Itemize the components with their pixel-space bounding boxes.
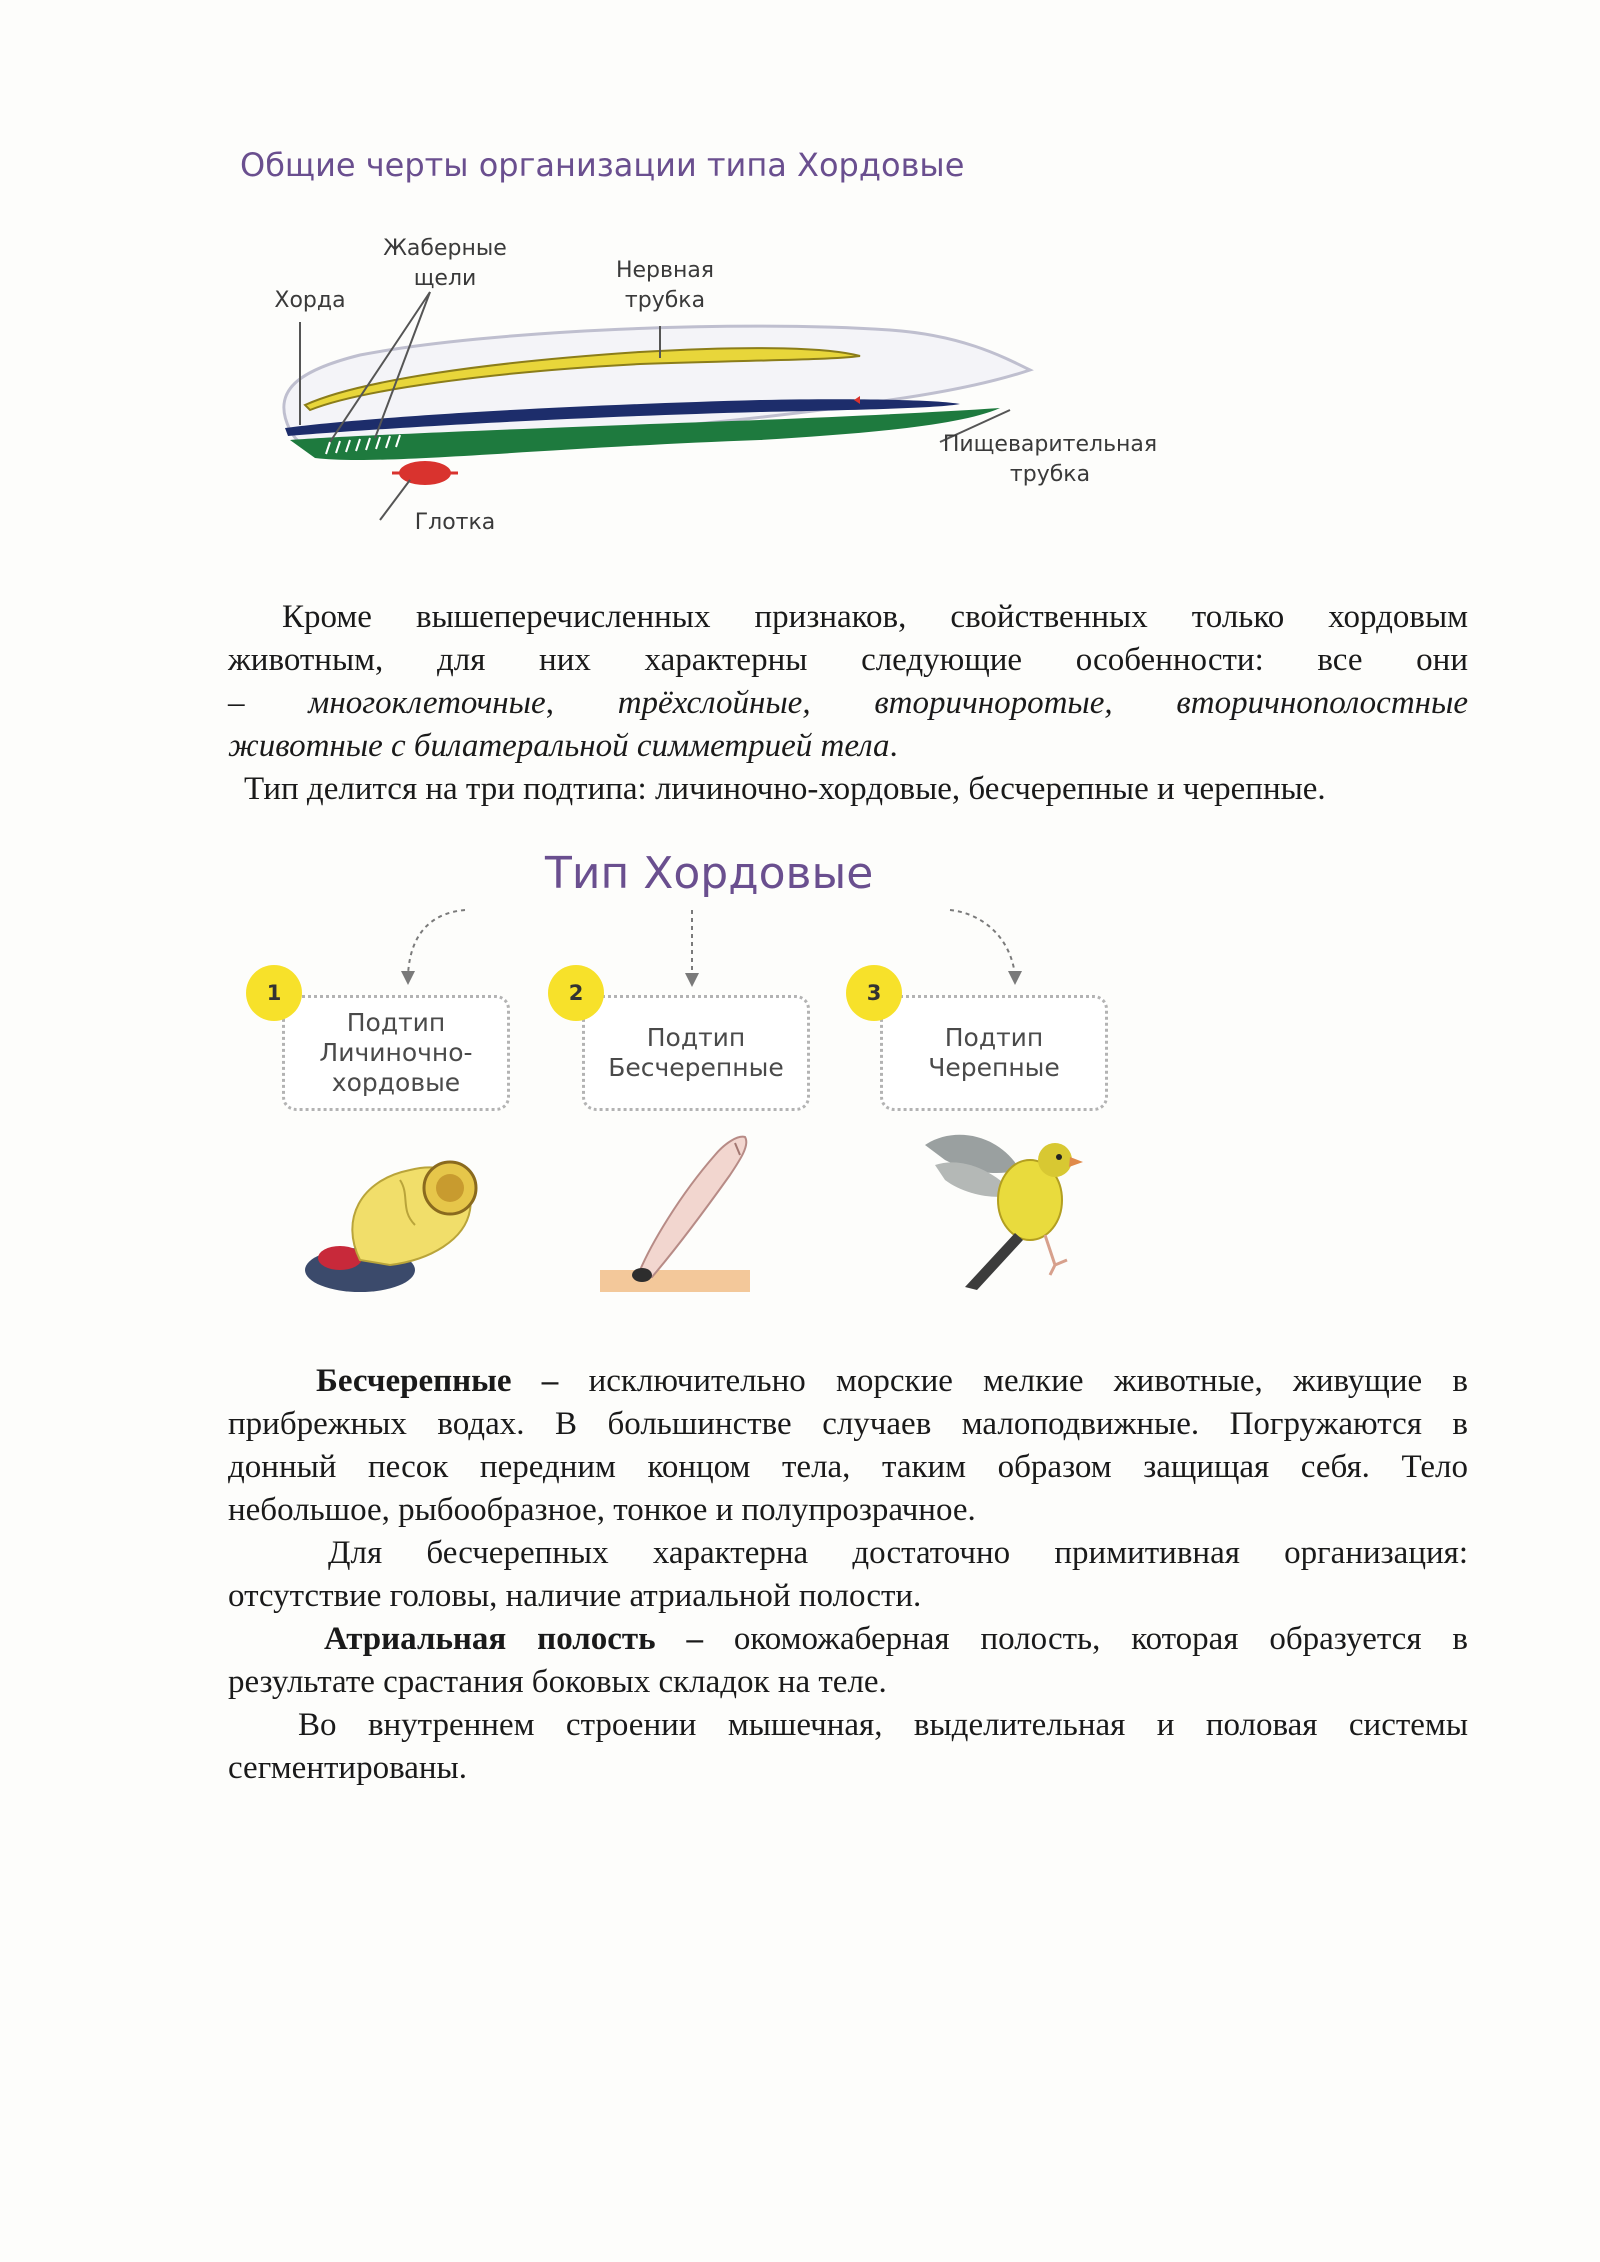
para3-line3: донный песок передним концом тела, таким образом защищая себя. Тело xyxy=(228,1449,1468,1485)
para6-line2: сегментированы. xyxy=(228,1750,467,1786)
figure2-arrows xyxy=(380,905,1030,995)
subtype-badge-1: 1 xyxy=(246,965,302,1021)
subtype3-line2: Черепные xyxy=(928,1053,1060,1082)
label-digest-line2: трубка xyxy=(1009,462,1091,487)
paragraph-acrania xyxy=(228,1360,1468,1532)
label-gills-line2: щели xyxy=(413,266,477,291)
subtype2-line2: Бесчерепные xyxy=(608,1053,784,1082)
para5-line2: результате срастания боковых складок на теле. xyxy=(228,1664,887,1700)
bird-icon xyxy=(905,1115,1105,1305)
para1-line2: животным, для них характерны следующие особенности: все они xyxy=(228,642,1468,678)
para4-line1: Для бесчерепных характерна достаточно примитивная организация: xyxy=(328,1535,1468,1571)
subtype3-line1: Подтип xyxy=(944,1023,1044,1052)
lancelet-icon xyxy=(590,1125,760,1300)
para6-line1: Во внутреннем строении мышечная, выделительная и половая системы xyxy=(298,1707,1468,1743)
tunicate-icon xyxy=(300,1140,520,1300)
subtype-box-2 xyxy=(582,995,810,1111)
para1-line3: – многоклеточные, трёхслойные, вторичноротые, вторичнополостные xyxy=(228,685,1469,721)
subtype1-line2: Личиночно- xyxy=(319,1038,473,1067)
label-digest-line1: Пищеварительная xyxy=(942,432,1158,457)
figure2-title: Тип Хордовые xyxy=(545,848,874,899)
subtype1-line1: Подтип xyxy=(346,1008,446,1037)
subtype-badge-2: 2 xyxy=(548,965,604,1021)
paragraph-atrial-cavity xyxy=(228,1618,1468,1704)
label-digestive-tube xyxy=(930,430,1170,490)
label-nerve-tube xyxy=(600,256,730,316)
paragraph-internal-structure xyxy=(228,1704,1468,1790)
para3-line1: Бесчерепные – исключительно морские мелкие животные, живущие в xyxy=(316,1363,1468,1399)
figure1-title: Общие черты организации типа Хордовые xyxy=(240,146,965,184)
subtype1-line3: хордовые xyxy=(331,1068,461,1097)
label-gills xyxy=(370,234,520,294)
para4-line2: отсутствие головы, наличие атриальной полости. xyxy=(228,1578,922,1614)
label-nerve-line2: трубка xyxy=(624,288,706,313)
label-gills-line1: Жаберные xyxy=(383,236,507,261)
label-pharynx: Глотка xyxy=(414,510,496,535)
subtype-box-1 xyxy=(282,995,510,1111)
paragraph-organization xyxy=(228,1532,1468,1618)
label-nerve-line1: Нервная xyxy=(615,258,715,283)
label-chorda: Хорда xyxy=(274,288,346,313)
para1-line1: Кроме вышеперечисленных признаков, свойственных только хордовым xyxy=(282,599,1468,635)
paragraph-features xyxy=(228,596,1468,768)
para5-line1: Атриальная полость – окоможаберная полость, которая образуется в xyxy=(324,1621,1468,1657)
para3-line2: прибрежных водах. В большинстве случаев малоподвижные. Погружаются в xyxy=(228,1406,1468,1442)
paragraph-subtypes: Тип делится на три подтипа: личиночно-хордовые, бесчерепные и черепные. xyxy=(244,771,1326,807)
subtype2-line1: Подтип xyxy=(646,1023,746,1052)
para3-line4: небольшое, рыбообразное, тонкое и полупрозрачное. xyxy=(228,1492,976,1528)
subtype-badge-3: 3 xyxy=(846,965,902,1021)
subtype-box-3 xyxy=(880,995,1108,1111)
para1-line4: животные с билатеральной симметрией тела. xyxy=(228,728,898,764)
